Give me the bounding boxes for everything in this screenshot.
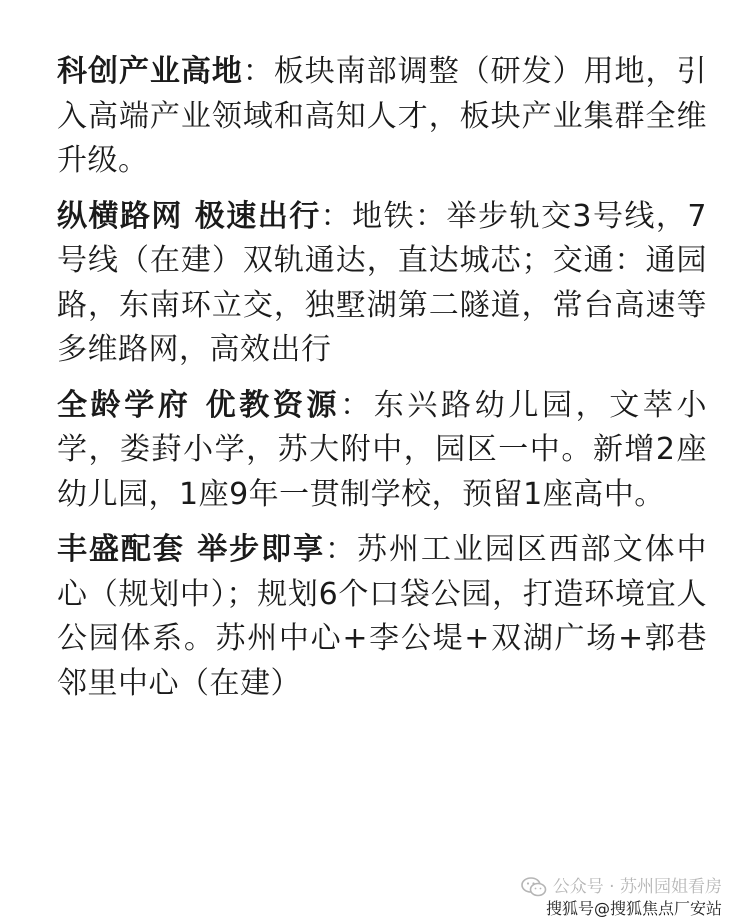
paragraph-heading: 丰盛配套 举步即享 [57, 532, 326, 567]
paragraph-education [57, 384, 707, 518]
paragraph-heading: 科创产业高地 [57, 54, 243, 89]
paragraph-heading: 全龄学府 优教资源 [57, 387, 341, 423]
paragraph-body: ：板块南部调整（研发）用地，引入高端产业领域和高知人才，板块产业集群全维升级。 [57, 54, 708, 178]
paragraph-body: ：苏州工业园区西部文体中心（规划中）；规划6个口袋公园，打造环境宜人公园体系。苏州中心+李公堤+双湖广场+郭巷邻里中心（在建） [57, 532, 707, 701]
paragraph-tech-industry [57, 50, 707, 184]
footer-watermark [521, 876, 722, 920]
sohu-watermark: 搜狐号@搜狐焦点厂安站 [545, 899, 722, 918]
wechat-icon [521, 877, 547, 897]
paragraph-heading: 纵横路网 极速出行 [57, 198, 321, 234]
paragraph-amenities [57, 528, 707, 706]
article-content [57, 50, 707, 717]
wechat-account-name: 公众号 · 苏州园姐看房 [552, 877, 722, 897]
paragraph-body: ：地铁：举步轨交3号线，7号线（在建）双轨通达，直达城芯；交通：通园路，东南环立交，独墅湖第二隧道，常台高速等多维路网，高效出行 [57, 198, 707, 367]
wechat-attribution [521, 876, 722, 898]
paragraph-transport [57, 195, 707, 373]
paragraph-body: ：东兴路幼儿园，文萃小学，娄葑小学，苏大附中，园区一中。新增2座幼儿园，1座9年一贯制学校，预留1座高中。 [57, 387, 707, 512]
